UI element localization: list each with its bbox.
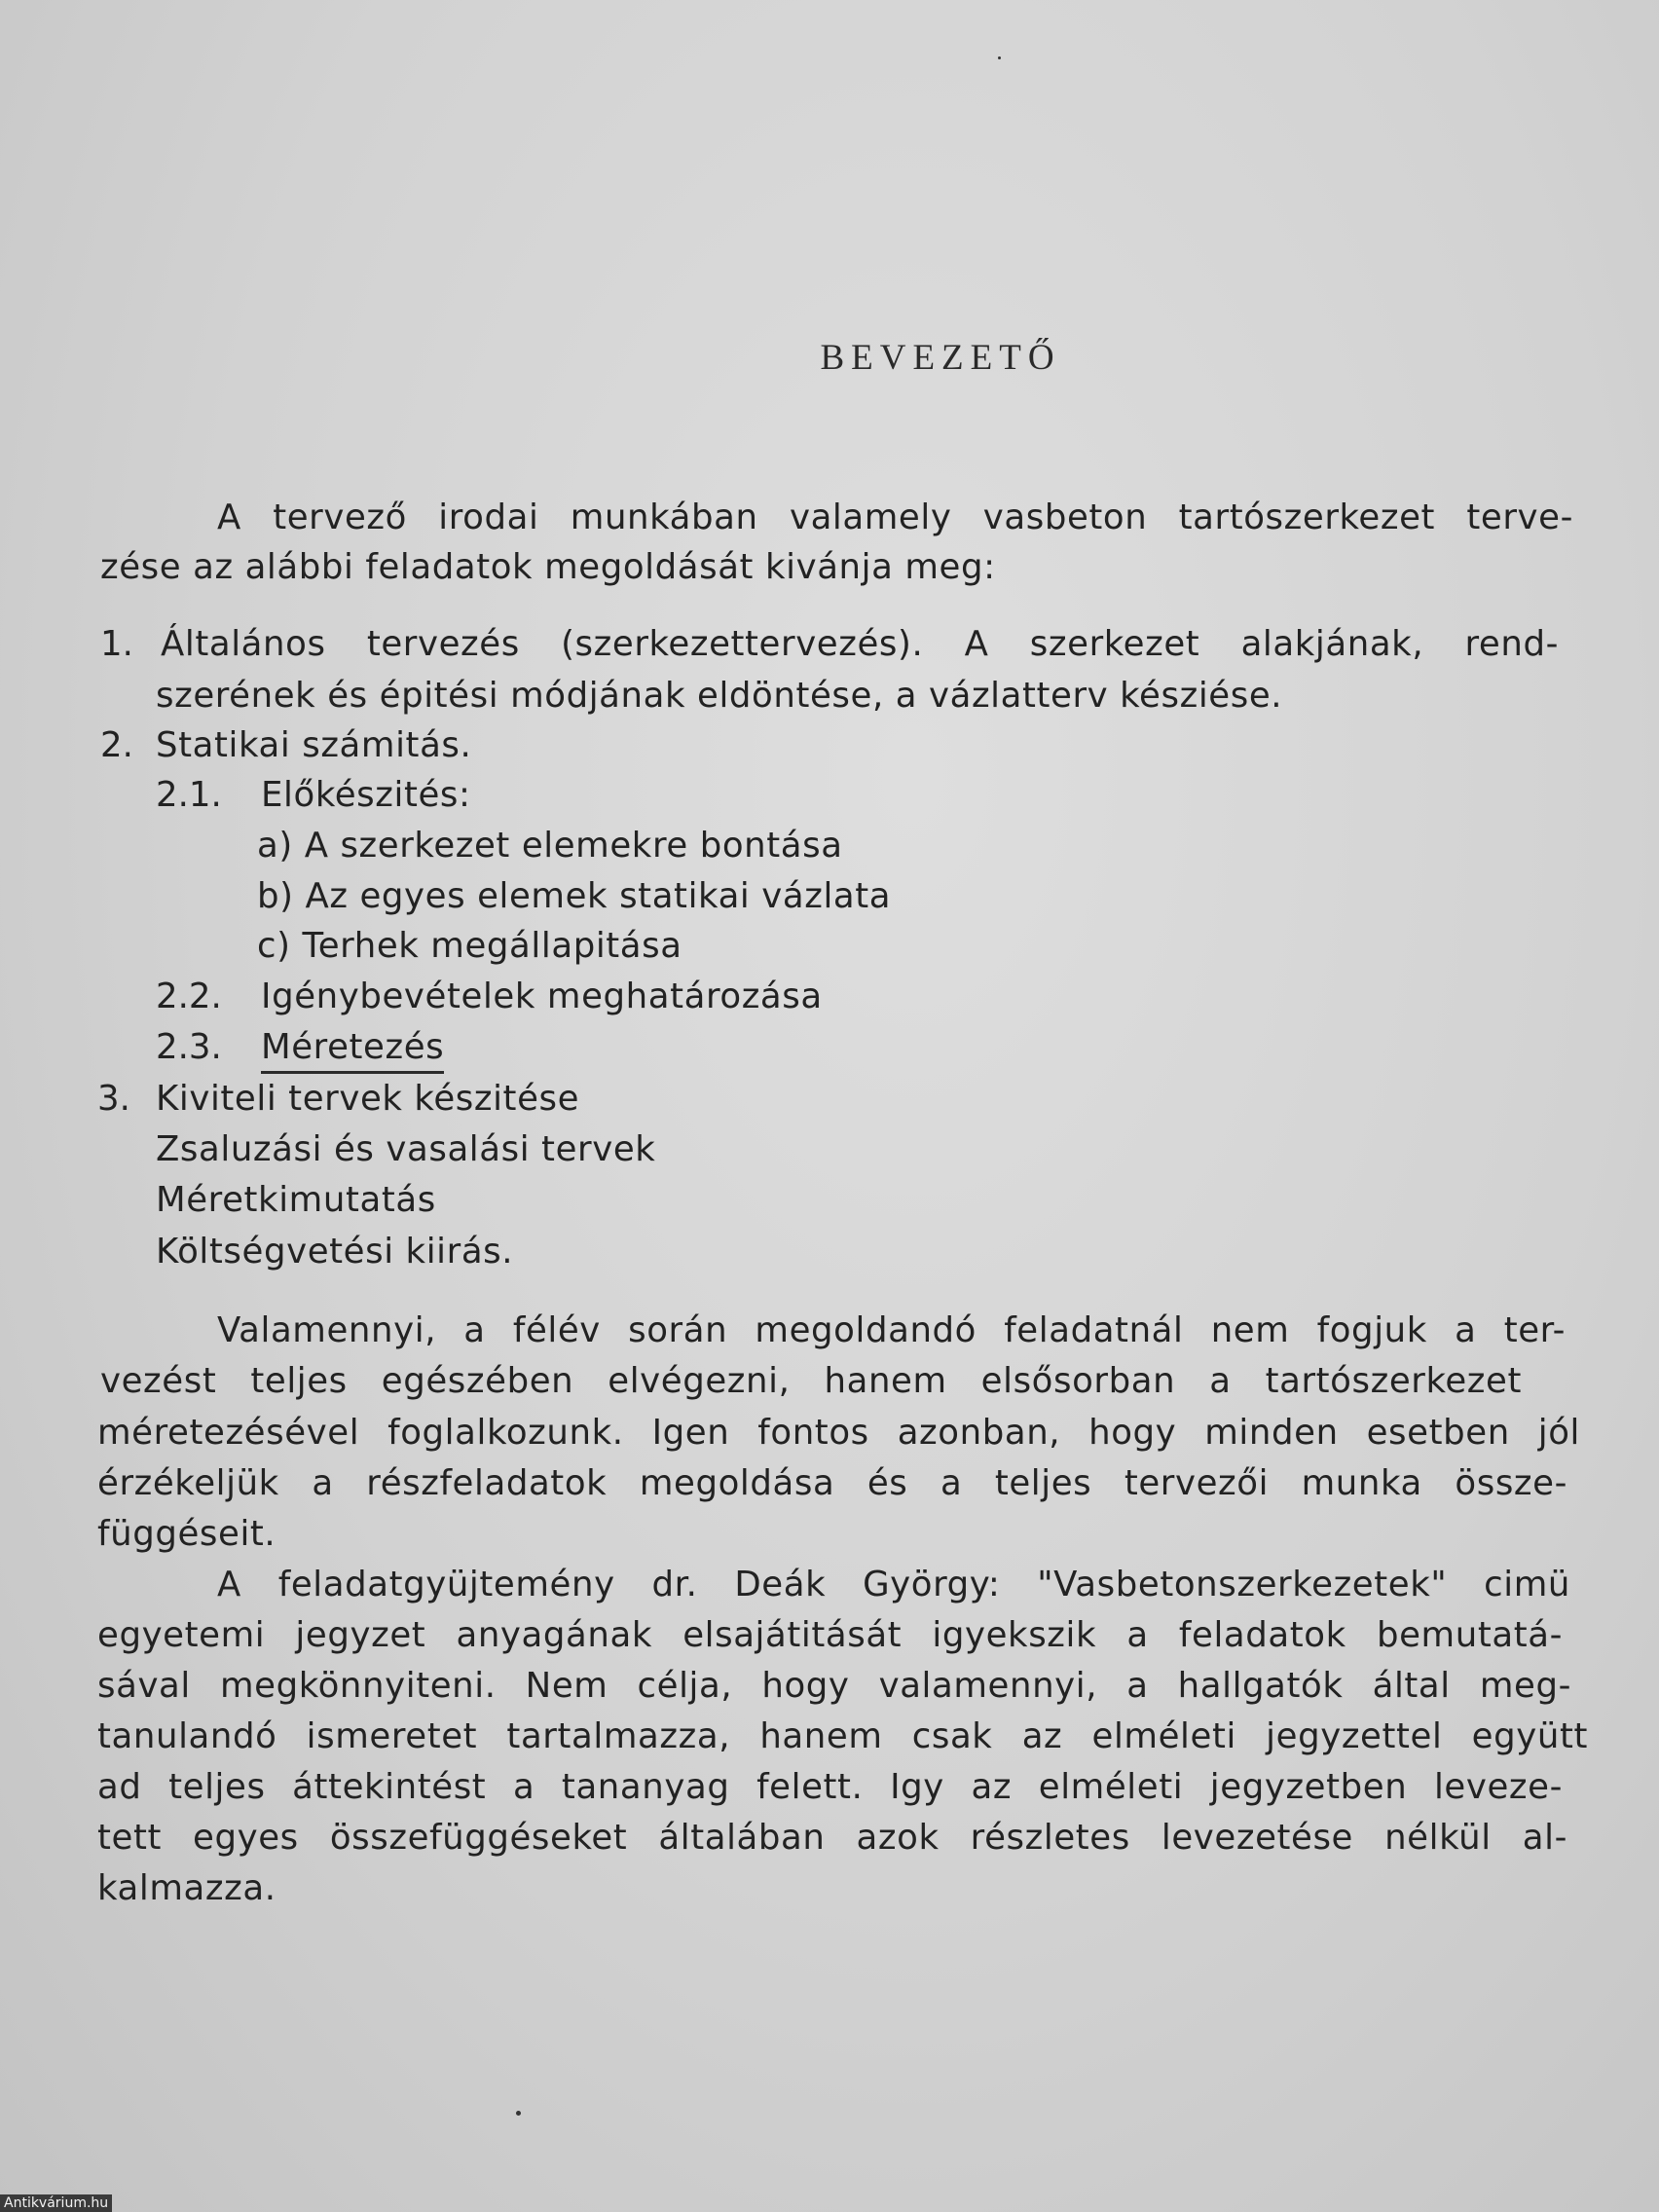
- item-2-3-underlined-text: Méretezés: [261, 1027, 444, 1074]
- page-title: BEVEZETŐ: [820, 338, 1061, 378]
- item-2-3-label: [261, 1027, 445, 1067]
- para-1-line-2: vezést teljes egészében elvégezni, hanem elsősorban a tartószerkezet: [100, 1361, 1522, 1401]
- para-1-line-3: méretezésével foglalkozunk. Igen fontos azonban, hogy minden esetben jól: [97, 1413, 1580, 1453]
- item-2-1-number: 2.1.: [156, 775, 222, 815]
- watermark: Antikvárium.hu: [0, 2194, 112, 2212]
- para-2-line-7: kalmazza.: [97, 1868, 276, 1908]
- paper-speck: [516, 2111, 521, 2116]
- item-2-2-label: Igénybevételek meghatározása: [261, 977, 823, 1016]
- item-2-1-a: a) A szerkezet elemekre bontása: [257, 826, 843, 866]
- para-2-line-5: ad teljes áttekintést a tananyag felett. Igy az elméleti jegyzetben leveze-: [97, 1767, 1563, 1807]
- intro-line-1: A tervező irodai munkában valamely vasbeton tartószerkezet terve-: [217, 498, 1573, 537]
- item-1-number: 1.: [100, 624, 133, 664]
- para-1-line-4: érzékeljük a részfeladatok megoldása és a teljes tervezői munka össze-: [97, 1463, 1567, 1503]
- item-2-2-number: 2.2.: [156, 977, 222, 1016]
- para-1-line-5: függéseit.: [97, 1514, 276, 1554]
- item-3-line-3: Méretkimutatás: [156, 1180, 436, 1220]
- paper-speck: [998, 56, 1001, 59]
- item-2-1-label: Előkészités:: [261, 775, 471, 815]
- item-2-3-number: 2.3.: [156, 1027, 222, 1067]
- item-3-number: 3.: [97, 1079, 130, 1119]
- para-2-line-6: tett egyes összefüggéseket általában azok részletes levezetése nélkül al-: [97, 1818, 1567, 1858]
- item-1-line-2: szerének és épitési módjának eldöntése, a vázlatterv késziése.: [156, 676, 1283, 716]
- intro-line-2: zése az alábbi feladatok megoldását kivánja meg:: [100, 547, 996, 587]
- para-1-line-1: Valamennyi, a félév során megoldandó feladatnál nem fogjuk a ter-: [217, 1310, 1566, 1350]
- item-2-number: 2.: [100, 725, 133, 765]
- para-2-line-2: egyetemi jegyzet anyagának elsajátitását igyekszik a feladatok bemutatá-: [97, 1615, 1563, 1655]
- para-2-line-4: tanulandó ismeretet tartalmazza, hanem csak az elméleti jegyzettel együtt: [97, 1716, 1588, 1756]
- item-2-label: Statikai számitás.: [156, 725, 472, 765]
- item-3-line-4: Költségvetési kiirás.: [156, 1232, 514, 1272]
- item-3-label: Kiviteli tervek készitése: [156, 1079, 580, 1119]
- item-1-line-1: Általános tervezés (szerkezettervezés). A szerkezet alakjának, rend-: [161, 624, 1559, 664]
- para-2-line-1: A feladatgyüjtemény dr. Deák György: "Vasbetonszerkezetek" cimü: [217, 1565, 1570, 1604]
- item-3-line-2: Zsaluzási és vasalási tervek: [156, 1129, 656, 1169]
- item-2-1-b: b) Az egyes elemek statikai vázlata: [257, 876, 892, 916]
- para-2-line-3: sával megkönnyiteni. Nem célja, hogy valamennyi, a hallgatók által meg-: [97, 1666, 1571, 1706]
- item-2-1-c: c) Terhek megállapitása: [257, 926, 682, 966]
